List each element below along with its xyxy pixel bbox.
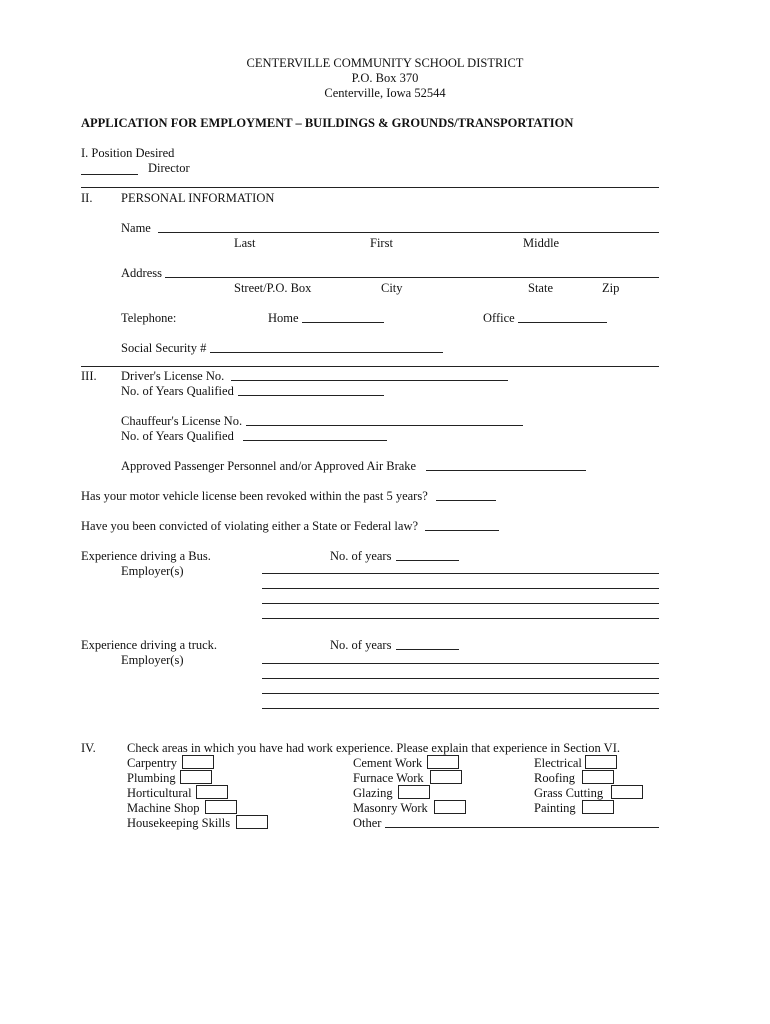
bus-years-field[interactable] (396, 560, 459, 561)
painting-checkbox[interactable] (582, 800, 614, 814)
masonry-work-label: Masonry Work (353, 801, 428, 815)
district-city-state: Centerville, Iowa 52544 (324, 86, 446, 100)
electrical-label: Electrical (534, 756, 582, 770)
chauffeur-years-field[interactable] (243, 440, 387, 441)
truck-employer-line[interactable] (262, 678, 659, 679)
ssn-field[interactable] (210, 352, 443, 353)
bus-employer-line[interactable] (262, 603, 659, 604)
name-label: Name (121, 221, 151, 235)
bus-years-label: No. of years (330, 549, 392, 563)
bus-employer-line[interactable] (262, 573, 659, 574)
other-field[interactable] (385, 827, 659, 828)
address-sub-state: State (528, 281, 553, 295)
convicted-answer-field[interactable] (425, 530, 499, 531)
truck-employer-line[interactable] (262, 693, 659, 694)
section-divider (81, 187, 659, 188)
truck-employer-line[interactable] (262, 708, 659, 709)
office-phone-label: Office (483, 311, 515, 325)
district-po-box: P.O. Box 370 (351, 71, 419, 85)
truck-years-label: No. of years (330, 638, 392, 652)
home-phone-field[interactable] (302, 322, 384, 323)
other-label: Other (353, 816, 382, 830)
convicted-question: Have you been convicted of violating either a State or Federal law? (81, 519, 419, 533)
revoked-question: Has your motor vehicle license been revoked within the past 5 years? (81, 489, 428, 503)
district-name: CENTERVILLE COMMUNITY SCHOOL DISTRICT (246, 56, 524, 70)
truck-years-field[interactable] (396, 649, 459, 650)
address-sub-zip: Zip (602, 281, 620, 295)
director-option-label: Director (148, 161, 190, 175)
section-iv-numeral: IV. (81, 741, 96, 755)
furnace-work-checkbox[interactable] (430, 770, 462, 784)
drivers-years-label: No. of Years Qualified (121, 384, 234, 398)
machine-shop-checkbox[interactable] (205, 800, 237, 814)
drivers-license-field[interactable] (231, 380, 508, 381)
truck-experience-label: Experience driving a truck. (81, 638, 218, 652)
carpentry-checkbox[interactable] (182, 755, 214, 769)
section-iii-numeral: III. (81, 369, 97, 383)
home-phone-label: Home (268, 311, 299, 325)
cement-work-checkbox[interactable] (427, 755, 459, 769)
horticultural-label: Horticultural (127, 786, 192, 800)
office-phone-field[interactable] (518, 322, 607, 323)
personal-info-heading: PERSONAL INFORMATION (121, 191, 275, 205)
name-sub-last: Last (234, 236, 256, 250)
position-desired-label: I. Position Desired (81, 146, 175, 160)
section-ii-numeral: II. (81, 191, 93, 205)
horticultural-checkbox[interactable] (196, 785, 228, 799)
chauffeur-license-field[interactable] (246, 425, 523, 426)
glazing-label: Glazing (353, 786, 393, 800)
address-label: Address (121, 266, 162, 280)
telephone-label: Telephone: (121, 311, 177, 325)
name-field[interactable] (158, 232, 659, 233)
bus-employer-line[interactable] (262, 588, 659, 589)
bus-experience-label: Experience driving a Bus. (81, 549, 211, 563)
bus-employers-label: Employer(s) (121, 564, 184, 578)
plumbing-checkbox[interactable] (180, 770, 212, 784)
director-checkbox-line[interactable] (81, 174, 138, 175)
roofing-checkbox[interactable] (582, 770, 614, 784)
masonry-work-checkbox[interactable] (434, 800, 466, 814)
section-divider (81, 366, 659, 367)
name-sub-first: First (370, 236, 393, 250)
chauffeur-license-label: Chauffeur's License No. (121, 414, 243, 428)
address-field[interactable] (165, 277, 659, 278)
address-sub-city: City (381, 281, 403, 295)
cement-work-label: Cement Work (353, 756, 423, 770)
drivers-years-field[interactable] (238, 395, 384, 396)
furnace-work-label: Furnace Work (353, 771, 424, 785)
chauffeur-years-label: No. of Years Qualified (121, 429, 234, 443)
address-sub-street: Street/P.O. Box (234, 281, 312, 295)
roofing-label: Roofing (534, 771, 575, 785)
name-sub-middle: Middle (523, 236, 560, 250)
form-title: APPLICATION FOR EMPLOYMENT – BUILDINGS & GROUNDS/TRANSPORTATION (81, 116, 574, 130)
approved-passenger-label: Approved Passenger Personnel and/or Approved Air Brake (121, 459, 417, 473)
machine-shop-label: Machine Shop (127, 801, 200, 815)
drivers-license-label: Driver's License No. (121, 369, 225, 383)
glazing-checkbox[interactable] (398, 785, 430, 799)
revoked-answer-field[interactable] (436, 500, 496, 501)
housekeeping-label: Housekeeping Skills (127, 816, 231, 830)
bus-employer-line[interactable] (262, 618, 659, 619)
plumbing-label: Plumbing (127, 771, 176, 785)
ssn-label: Social Security # (121, 341, 207, 355)
truck-employers-label: Employer(s) (121, 653, 184, 667)
approved-passenger-field[interactable] (426, 470, 586, 471)
electrical-checkbox[interactable] (585, 755, 617, 769)
work-experience-instructions: Check areas in which you have had work experience. Please explain that experience in Section VI. (127, 741, 620, 755)
carpentry-label: Carpentry (127, 756, 177, 770)
truck-employer-line[interactable] (262, 663, 659, 664)
painting-label: Painting (534, 801, 576, 815)
grass-cutting-checkbox[interactable] (611, 785, 643, 799)
housekeeping-checkbox[interactable] (236, 815, 268, 829)
grass-cutting-label: Grass Cutting (534, 786, 604, 800)
